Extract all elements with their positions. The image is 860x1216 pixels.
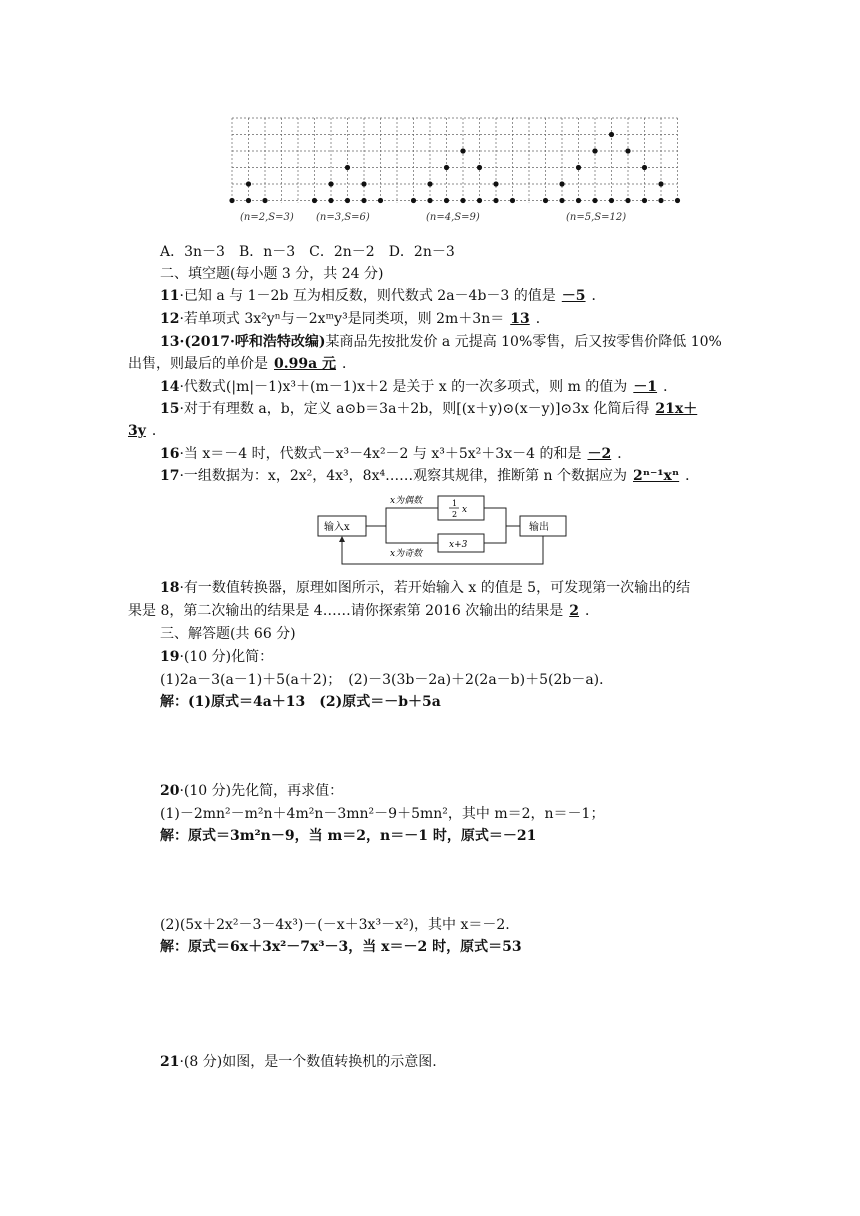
flow-input-label: 输入x [324,522,350,533]
q16-text: ·当 x＝－4 时，代数式－x³－4x²－2 与 x³＋5x²＋3x－4 的和是 [179,446,582,462]
pattern-dot [328,181,333,186]
question-13 [160,332,750,352]
question-14 [160,377,750,397]
flow-plus3-label: x+3 [449,540,468,550]
section3-title: 三、解答题(共 66 分) [160,626,296,642]
caption-n2: (n=2,S=3) [240,212,294,223]
caption-n5: (n=5,S=12) [566,212,627,223]
pattern-dot [328,198,333,203]
pattern-dot [378,198,383,203]
q18-text: ·有一数值转换器，原理如图所示，若开始输入 x 的值是 5，可发现第一次输出的结 [179,580,691,596]
q12-end: ． [535,311,550,327]
q14-end: ． [663,379,678,395]
q16-answer: －2 [587,446,612,462]
pattern-dot [444,165,449,170]
q13-text: 某商品先按批发价 a 元提高 10%零售，后又按零售价降低 10% [325,334,722,350]
q19-text: ·(10 分)化简： [179,649,274,665]
q14-number: 14 [160,379,180,395]
pattern-dot [361,198,366,203]
q13-source: ·(2017·呼和浩特改编) [179,334,326,350]
pattern-dot [477,198,482,203]
pattern-dot [592,198,597,203]
pattern-dot [246,181,251,186]
pattern-dot [460,198,465,203]
pattern-dot [625,148,630,153]
caption-n3: (n=3,S=6) [316,212,370,223]
q16-number: 16 [160,446,180,462]
q11-end: ． [591,288,606,304]
q21-number: 21 [160,1054,180,1070]
pattern-dot [625,198,630,203]
pattern-dot [493,198,498,203]
caption-n4: (n=4,S=9) [426,212,480,223]
odd-merge-line [484,526,506,543]
q17-answer: 2ⁿ⁻¹xⁿ [633,468,680,484]
q15-answer-part2: 3y [128,423,146,439]
q15-answer-part1: 21x＋ [655,401,698,417]
q19-parts: (1)2a－3(a－1)＋5(a＋2)； (2)－3(3b－2a)＋2(2a－b)＋5(2b－a)． [160,672,614,688]
dot-pattern-figure [228,116,684,226]
question-20 [160,781,750,801]
pattern-dot [427,181,432,186]
q17-end: ． [685,468,700,484]
question-11 [160,286,750,306]
q13-text2: 出售，则最后的单价是 [128,356,268,372]
section2-title: 二、填空题(每小题 3 分，共 24 分) [160,266,384,282]
question-13-line2 [128,354,750,374]
q20-solution2: 解：原式＝6x＋3x²－7x³－3，当 x＝－2 时，原式＝53 [160,939,522,955]
question-17 [160,466,750,486]
pattern-dot [312,198,317,203]
pattern-dot [246,198,251,203]
q11-text: ·已知 a 与 1－2b 互为相反数，则代数式 2a－4b－3 的值是 [179,288,556,304]
question-15-line2 [128,421,750,441]
flow-odd-label: x为奇数 [390,549,423,559]
pattern-dot [262,198,267,203]
question-19 [160,647,750,667]
q20-number: 20 [160,783,180,799]
q16-end: ． [617,446,632,462]
q19-number: 19 [160,649,180,665]
q13-number: 13 [160,334,180,350]
pattern-dot [345,165,350,170]
number-converter-flowchart [314,492,570,570]
pattern-dot [510,198,515,203]
q10-choices: A．3n－3 B．n－3 C．2n－2 D．2n－3 [160,244,455,260]
odd-branch-line [386,526,438,543]
q21-text: ·(8 分)如图，是一个数值转换机的示意图. [179,1054,437,1070]
q18-text2: 果是 8，第二次输出的结果是 4……请你探索第 2016 次输出的结果是 [128,603,564,619]
pattern-dot [477,165,482,170]
pattern-dot [559,181,564,186]
pattern-dot [460,148,465,153]
q13-end: ． [342,356,357,372]
pattern-dot [559,198,564,203]
pattern-dot [576,198,581,203]
pattern-dot [642,198,647,203]
feedback-line [342,536,543,564]
pattern-dot [642,165,647,170]
pattern-dot [411,198,416,203]
q11-number: 11 [160,288,180,304]
q15-end: ． [151,423,166,439]
q13-answer: 0.99a 元 [274,356,337,372]
pattern-dot [229,198,234,203]
flow-output-label: 输出 [529,522,549,533]
pattern-dot [543,198,548,203]
q20-part1: (1)－2mn²－m²n＋4m²n－3mn²－9＋5mn²，其中 m＝2，n＝－1； [160,806,605,822]
flow-half-var: x [462,505,468,515]
even-merge-line [484,508,520,526]
q17-text: ·一组数据为：x，2x²，4x³，8x⁴……观察其规律，推断第 n 个数据应为 [179,468,627,484]
pattern-dot [345,198,350,203]
pattern-dot [592,148,597,153]
pattern-dot [427,198,432,203]
q11-answer: －5 [561,288,586,304]
q20-text: ·(10 分)先化简，再求值： [179,783,344,799]
flow-half-denominator: 2 [452,510,458,519]
q20-solution1: 解：原式＝3m²n－9，当 m＝2，n＝－1 时，原式＝－21 [160,828,537,844]
q12-text: ·若单项式 3x²yⁿ与－2xᵐy³是同类项，则 2m＋3n＝ [179,311,505,327]
pattern-dot [493,181,498,186]
q18-end: ． [585,603,599,619]
q19-solution: 解：(1)原式＝4a＋13 (2)原式＝－b＋5a [160,694,441,710]
pattern-dot [675,198,680,203]
pattern-dot [658,198,663,203]
half-box [438,496,484,520]
question-18-line2 [128,601,750,621]
question-12 [160,309,750,329]
q20-part2: (2)(5x＋2x²－3－4x³)－(－x＋3x³－x²)，其中 x＝－2. [160,917,510,933]
even-branch-line [366,508,438,526]
pattern-dot [609,132,614,137]
dashed-grid [232,118,678,203]
q15-number: 15 [160,401,180,417]
question-18 [160,578,750,598]
pattern-dot [576,165,581,170]
q14-answer: －1 [633,379,658,395]
question-16 [160,444,750,464]
q15-text: ·对于有理数 a，b，定义 a⊙b＝3a＋2b，则[(x＋y)⊙(x－y)]⊙3x 化简后得 [179,401,650,417]
q18-number: 18 [160,580,180,596]
pattern-dot [361,181,366,186]
q17-number: 17 [160,468,180,484]
question-21 [160,1052,750,1072]
flow-half-numerator: 1 [452,499,458,508]
pattern-dot [609,198,614,203]
flow-even-label: x为偶数 [390,496,423,506]
q12-number: 12 [160,311,180,327]
q12-answer: 13 [510,311,530,327]
q14-text: ·代数式(|m|－1)x³＋(m－1)x＋2 是关于 x 的一次多项式，则 m 的值为 [179,379,628,395]
pattern-dot [658,181,663,186]
feedback-arrow-icon [339,536,345,542]
q18-answer: 2 [569,603,579,619]
pattern-dot [444,198,449,203]
question-15 [160,399,750,419]
